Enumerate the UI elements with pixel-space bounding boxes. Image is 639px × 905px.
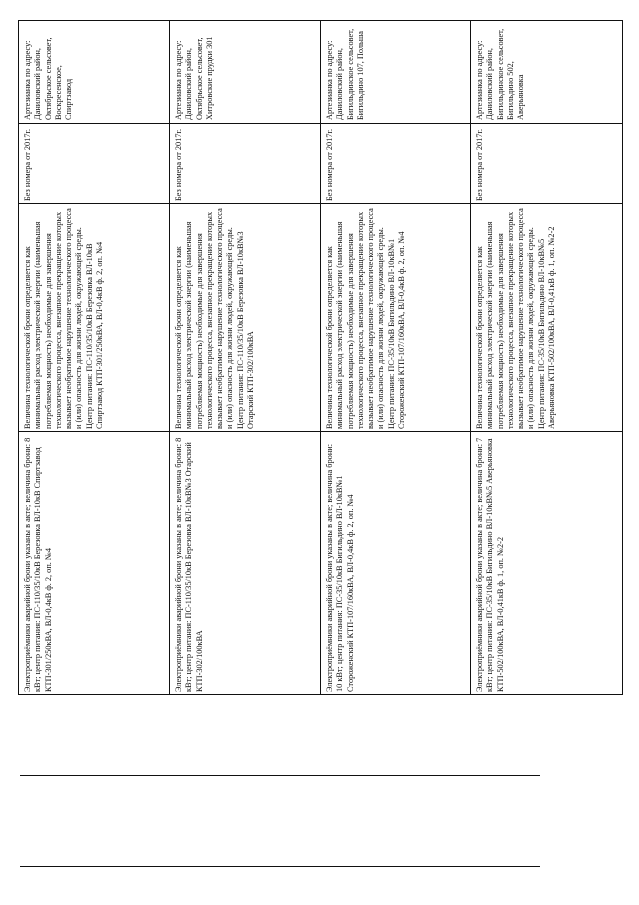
document-number-text: Без номера от 2017г. — [173, 128, 183, 201]
table-row — [321, 21, 472, 694]
emergency-reservation-cell — [170, 431, 320, 694]
emergency-reservation-cell — [471, 431, 622, 694]
location-cell — [471, 21, 622, 123]
emergency-reservation-cell — [321, 431, 471, 694]
bottom-divider-line — [20, 866, 540, 867]
location-cell — [19, 21, 169, 123]
document-number-cell — [321, 123, 471, 203]
document-number-cell — [19, 123, 169, 203]
document-number-text: Без номера от 2017г. — [475, 128, 485, 201]
emergency-reservation-text: Электроприёмники аварийной брони указаны в акте; величина брони: 8 кВт; центр питания: ПС-110/35/10кВ Березовка ВЛ-10кВ Спиртзавод КТП-301/250кВА, ВЛ-0,4кВ ф. 2, оп. №4 — [23, 437, 53, 692]
emergency-reservation-cell — [19, 431, 169, 694]
tech-reservation-cell — [471, 203, 622, 431]
tech-reservation-text: Величина технологической брони определяется как минимальный расход электрической энергии (наименьшая потребляемая мощность) необходимые для завершения технологического процесса, внезапное прекращение которых вызывает необратимое нарушение технологического процесса и (или) опасность для жизни людей, окружающей среды. Центр питания: ПС-35/10кВ Бигильдино ВЛ-10кВ№1 Стороженский КТП-107/160кВА, ВЛ-0,4кВ ф. 2, оп. №4 — [324, 208, 406, 429]
location-cell — [170, 21, 320, 123]
table-row — [471, 21, 622, 694]
reservation-table — [18, 20, 623, 695]
emergency-reservation-text: Электроприёмники аварийной брони указаны в акте; величина брони: 8 кВт; центр питания: ПС-110/35/10кВ Березовка ВЛ-10кВ№3 Отарский КТП-302/100кВА — [173, 437, 204, 692]
location-cell — [321, 21, 471, 123]
location-text: Артезианка по адресу: Даниловский район, Бигильдинское сельсовет, Бигильдино 107, Польша — [324, 28, 365, 120]
tech-reservation-cell — [170, 203, 320, 431]
bottom-divider-line — [20, 775, 540, 776]
tech-reservation-cell — [19, 203, 169, 431]
emergency-reservation-text: Электроприёмники аварийной брони указаны в акте; величина брони: 7 кВт; центр питания: ПС-35/10кВ Бигильдино ВЛ-10кВ№5 Аверьяновка КТП-502/100кВА, ВЛ-0,41кВ ф. 1, оп. №2-2 — [475, 437, 505, 692]
location-text: Артезианка по адресу: Даниловский район, Бигильдинское сельсовет, Бигильдино 502, Аверьяновка — [475, 28, 526, 120]
document-number-text: Без номера от 2017г. — [23, 128, 32, 201]
tech-reservation-cell — [321, 203, 471, 431]
document-number-text: Без номера от 2017г. — [324, 128, 334, 201]
tech-reservation-text: Величина технологической брони определяется как минимальный расход электрической энергии (наименьшая потребляемая мощность) необходимые для завершения технологического процесса, внезапное прекращение которых вызывает необратимое нарушение технологического процесса и (или) опасность для жизни людей, окружающей среды. Центр питания: ПС-35/10кВ Бигильдино ВЛ-10кВ№5 Аверьяновка КТП-502/100кВА, ВЛ-0,41кВ ф. 1, оп. №2-2 — [475, 208, 557, 429]
tech-reservation-text: Величина технологической брони определяется как минимальный расход электрической энергии (наименьшая потребляемая мощность) необходимые для завершения технологического процесса, внезапное прекращение которых вызывает необратимое нарушение технологического процесса и (или) опасность для жизни людей, окружающей среды. Центр питания: ПС-110/35/10кВ Березовка ВЛ-10кВ Спиртзавод КТП-301/250кВА, ВЛ-0,4кВ ф. 2, оп. №4 — [23, 208, 105, 429]
table-row — [19, 21, 170, 694]
location-text: Артезианка по адресу: Даниловский район, Октябрьское сельсовет, Хитровские прудки 301 — [173, 36, 214, 120]
document-number-cell — [170, 123, 320, 203]
document-number-cell — [471, 123, 622, 203]
tech-reservation-text: Величина технологической брони определяется как минимальный расход электрической энергии (наименьшая потребляемая мощность) необходимые для завершения технологического процесса, внезапное прекращение которых вызывает необратимое нарушение технологического процесса и (или) опасность для жизни людей, окружающей среды. Центр питания: ПС-110/35/10кВ Березовка ВЛ-10кВ№3 Отарский КТП-302/100кВА — [173, 208, 255, 429]
emergency-reservation-text: Электроприёмники аварийной брони указаны в акте; величина брони: 10 кВт; центр питания: ПС-35/10кВ Бигильдино ВЛ-10кВ№1 Стороженский КТП-107/160кВА, ВЛ-0,4кВ ф. 2, оп. №4 — [324, 443, 355, 692]
location-text: Артезианка по адресу: Даниловский район, Октябрьское сельсовет, Воскресенское, Спиртзавод — [23, 37, 74, 120]
table-row — [170, 21, 321, 694]
